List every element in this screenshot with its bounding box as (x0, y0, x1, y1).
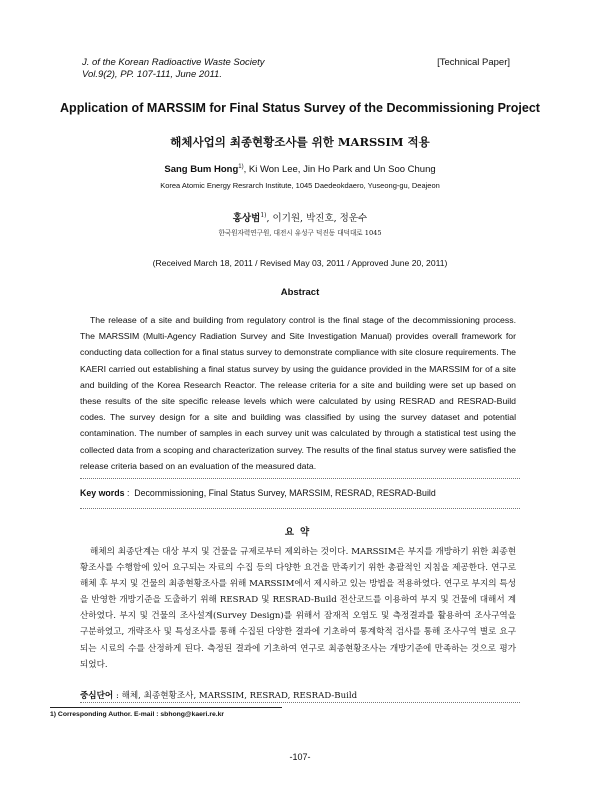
korean-lead-author-mark: 1) (260, 211, 267, 219)
page-number: -107- (289, 752, 311, 762)
korean-affiliation: 한국원자력연구원, 대전시 유성구 덕진동 대덕대로 1045 (218, 229, 382, 237)
abstract-body (80, 312, 516, 474)
divider (80, 702, 520, 703)
korean-abstract-text: 해체의 최종단계는 대상 부지 및 건물을 규제로부터 제외하는 것이다. MARSSIM은 부지를 개방하기 위한 최종현황조사를 수행함에 있어 요구되는 자료의 수집 등의 다양한 요건을 만족키기 위한 총괄적인 지침을 제공한다. 연구로 해체 후 부지 및 건물의 최종현황조사를 위해 MARSSIM에서 제시하고 있는 방법을 적용하였다. 연구로 부지의 특성을 반영한 개방기준을 도출하기 위해 RESRAD 및 RESRAD-Build 전산코드를 이용하여 부지 및 건물에 대해서 계산하였다. 부지 및 건물의 조사설계(Survey Design)를 위해서 잠재적 오염도 및 측정결과를 활용하여 조사구역을 구분하였고, 개략조사 및 특성조사를 통해 수집된 다양한 결과에 기초하여 통계학적 검사를 통해 조사구역 별로 요구되는 시료의 수를 산정하게 된다. 측정된 결과에 기초하여 연구로 최종현황조사는 개방기준에 만족하는 것으로 평가되었다. (80, 547, 516, 670)
divider (80, 508, 520, 509)
keywords-separator: : (124, 488, 135, 498)
paper-title: Application of MARSSIM for Final Status Survey of the Decommissioning Project (60, 101, 540, 115)
footnote-rule (50, 707, 282, 708)
abstract-text: The release of a site and building from regulatory control is the final stage of the decommissioning process. The MARSSIM (Multi-Agency Radiation Survey and Site Investigation Manual) provides overall framework for conducting data collection for a final status survey to demonstrate compliance with site closure requirements. The KAERI carried out establishing a final status survey by using the guidance provided in the MARSSIM for of a site and building of the Korea Research Reactor. The release criteria for a site and building were set up based on these results of the site specific release levels which were calculated by using RESRAD and RESRAD-Build codes. The survey design for a site and building was classified by using the survey dataset and potential contamination. The number of samples in each survey unit was calculated by through a statistical test using the collected data from a scoping and characterization survey. The results of the final status survey were satisfied the release criteria based on an evaluation of the measured data. (80, 315, 516, 471)
journal-citation (82, 57, 265, 81)
received-dates: (Received March 18, 2011 / Revised May 03, 2011 / Approved June 20, 2011) (152, 258, 448, 268)
korean-co-authors: , 이기원, 박진호, 정운수 (266, 213, 368, 224)
korean-abstract-heading: 요약 (284, 527, 316, 538)
keywords-text: Decommissioning, Final Status Survey, MARSSIM, RESRAD, RESRAD-Build (134, 488, 436, 498)
author-line (0, 164, 600, 175)
korean-keywords (80, 689, 520, 701)
korean-lead-author: 홍상범 (232, 213, 261, 224)
korean-keywords-label: 중심단어 (80, 691, 114, 701)
lead-author-mark: 1) (238, 164, 244, 170)
korean-abstract-body (80, 544, 516, 673)
paper-type: [Technical Paper] (437, 57, 510, 68)
korean-author-line (0, 210, 600, 224)
keywords (80, 488, 520, 498)
lead-author: Sang Bum Hong (164, 164, 239, 176)
korean-keywords-separator: : (113, 691, 122, 701)
korean-title: 해체사업의 최종현황조사를 위한 MARSSIM 적용 (170, 135, 430, 149)
co-authors: , Ki Won Lee, Jin Ho Park and Un Soo Chung (243, 164, 436, 176)
journal-name: J. of the Korean Radioactive Waste Society (82, 57, 265, 68)
journal-volume: Vol.9(2), PP. 107-111, June 2011. (82, 69, 222, 80)
korean-keywords-text: 해체, 최종현황조사, MARSSIM, RESRAD, RESRAD-Build (121, 691, 358, 701)
keywords-label: Key words (80, 488, 125, 498)
abstract-heading: Abstract (280, 287, 320, 298)
divider (80, 478, 520, 479)
affiliation: Korea Atomic Energy Resrarch Institute, 1045 Daedeokdaero, Yuseong-gu, Deajeon (160, 181, 440, 190)
corresponding-author-footnote: 1) Corresponding Author. E-mail : sbhong@kaeri.re.kr (50, 711, 225, 718)
